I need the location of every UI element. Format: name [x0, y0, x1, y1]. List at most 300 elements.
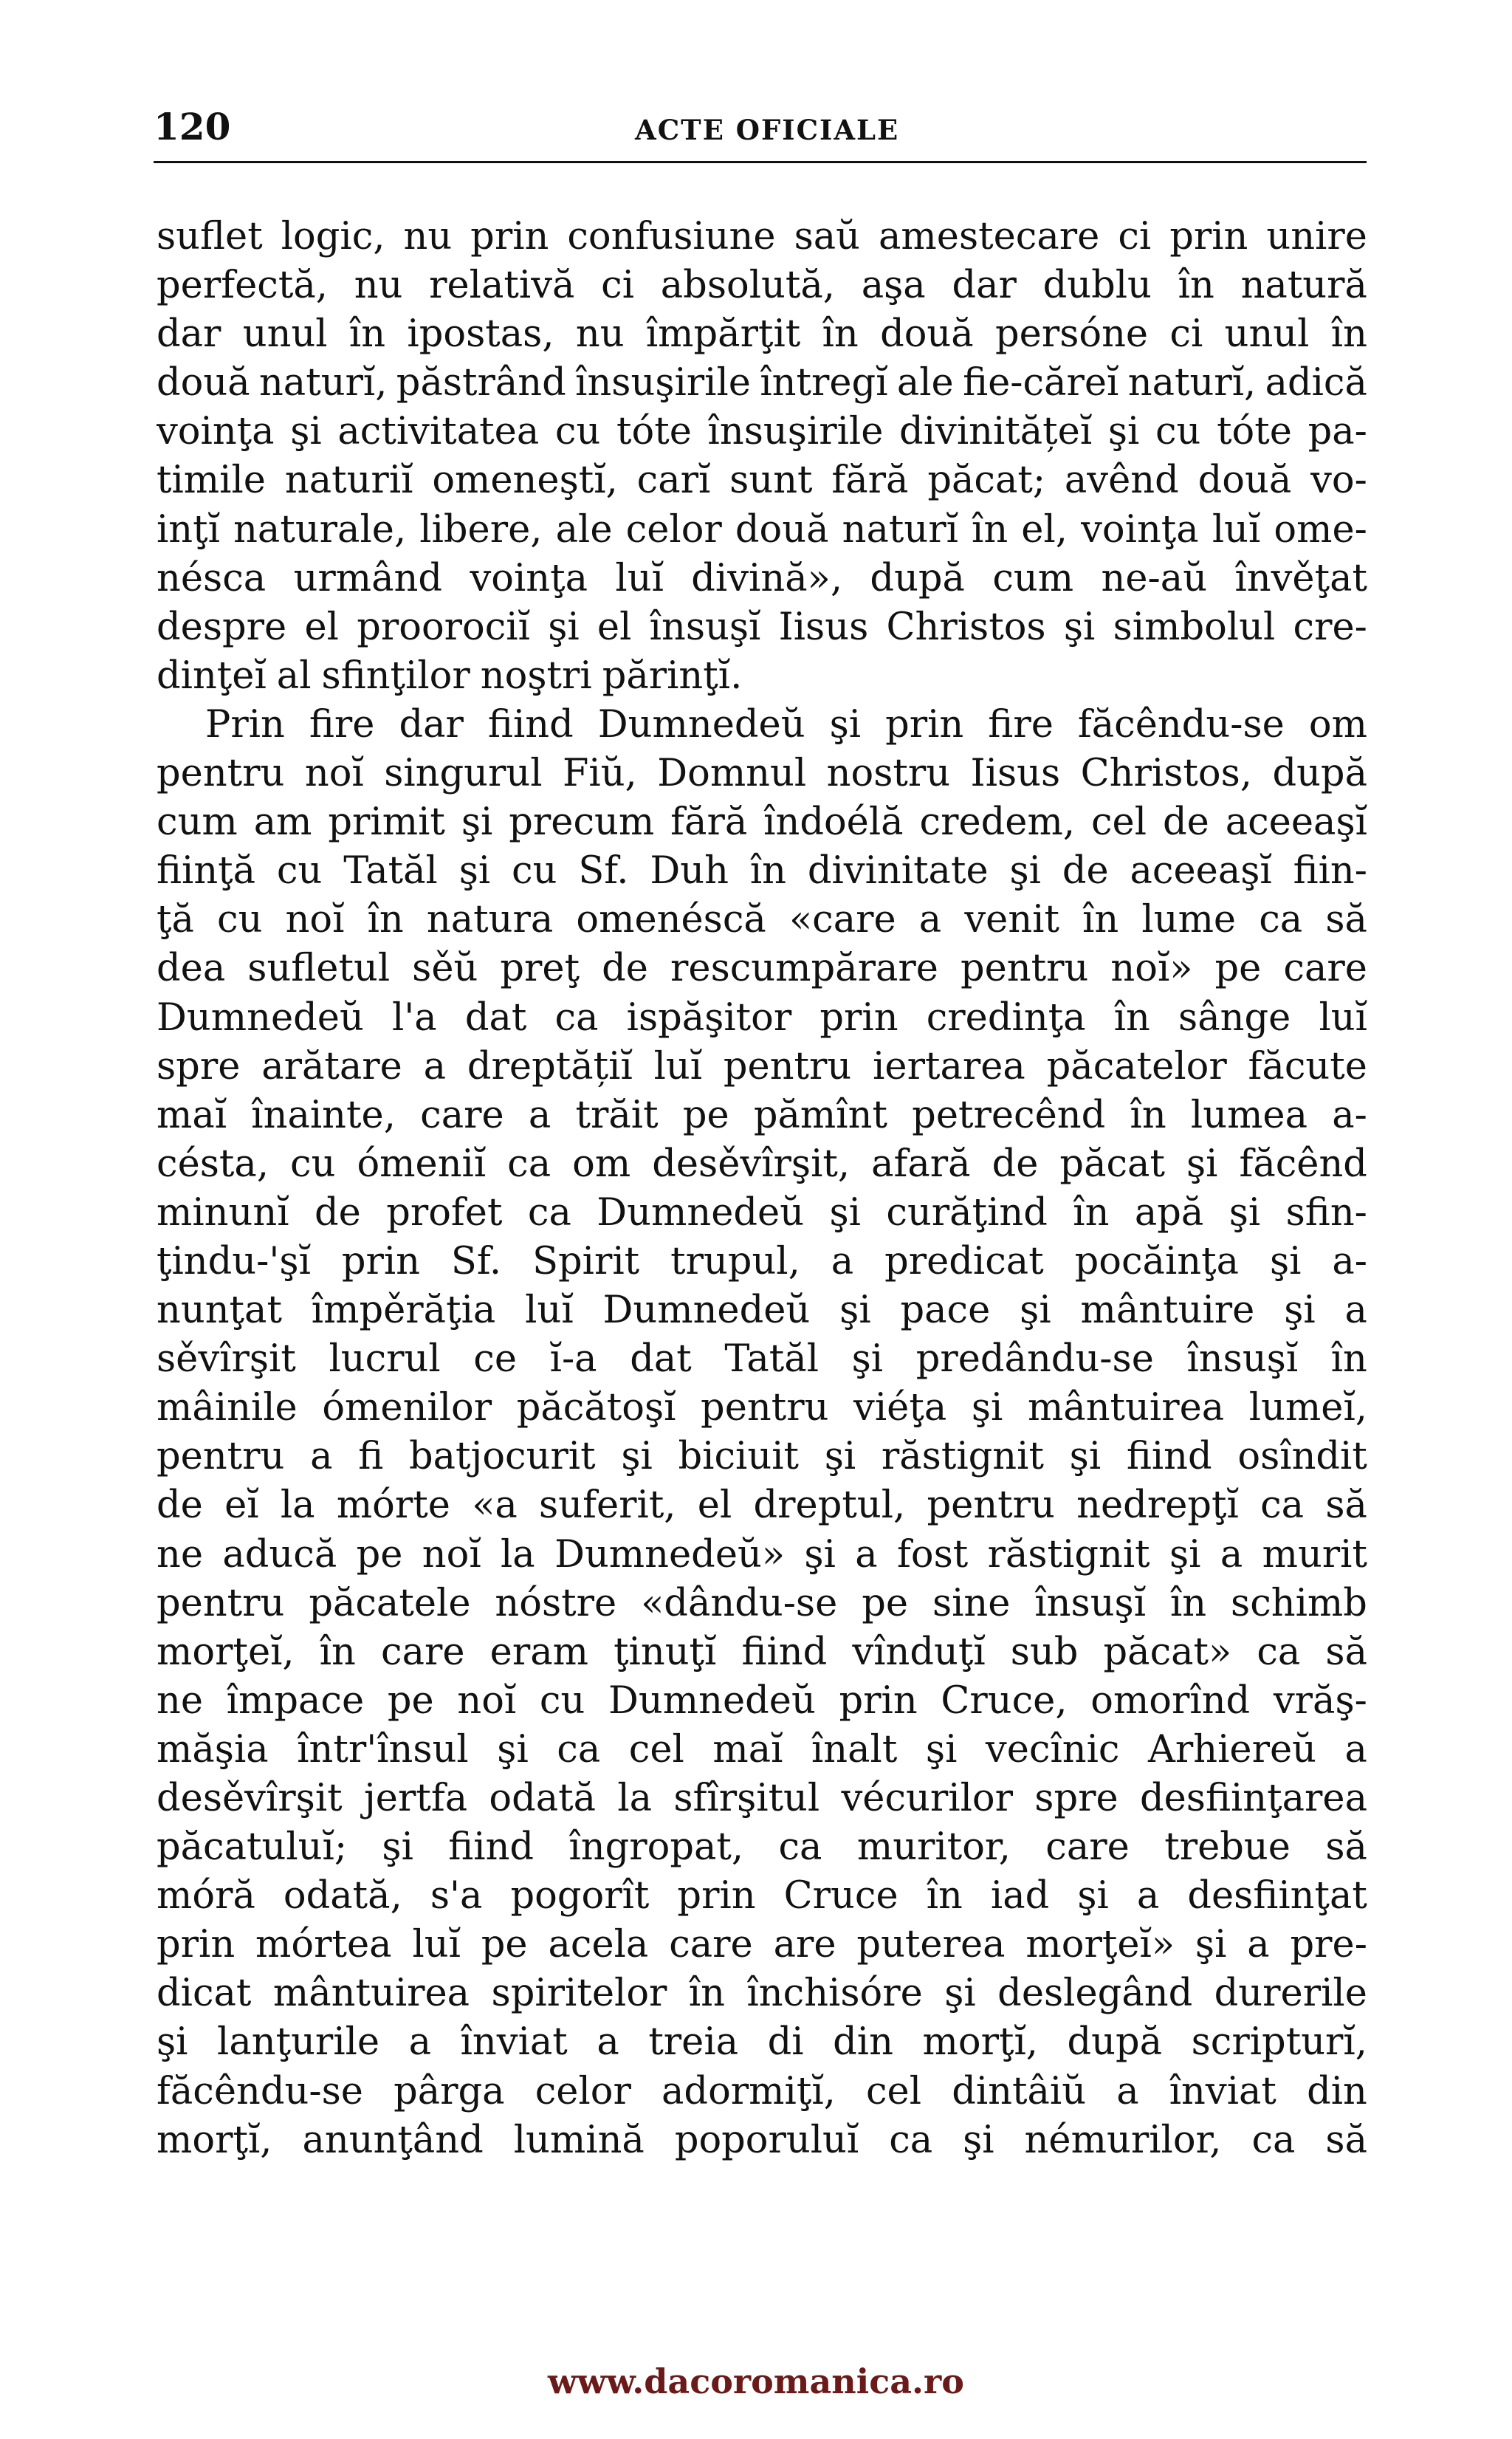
word: făcêndu-se	[157, 2069, 363, 2113]
word: Cruce,	[941, 1678, 1068, 1723]
word: omorînd	[1090, 1678, 1251, 1723]
word: deslegând	[997, 1972, 1193, 2016]
word: dicat	[157, 1972, 252, 2016]
text-line	[157, 1774, 1367, 1823]
text-line	[157, 896, 1367, 944]
word: de	[314, 1190, 361, 1235]
word: celor	[625, 507, 722, 552]
word: în	[1073, 1190, 1110, 1235]
word: sânge	[1178, 995, 1291, 1040]
word: şi	[971, 1386, 1003, 1430]
word: în	[1113, 995, 1150, 1040]
word: prin	[819, 995, 898, 1040]
word: apă	[1134, 1190, 1204, 1235]
word: Prin	[205, 702, 285, 747]
word: iertarea	[873, 1044, 1025, 1088]
text-line	[157, 1677, 1367, 1726]
word: schimb	[1231, 1581, 1367, 1625]
word: Tatăl	[724, 1337, 819, 1382]
word: unire	[1266, 215, 1367, 258]
text-line	[157, 261, 1367, 310]
word: fără	[670, 800, 748, 845]
word: prin	[470, 215, 549, 258]
word: poporuluĭ	[674, 2118, 859, 2162]
word: în	[348, 312, 386, 357]
word: pa-	[1307, 410, 1367, 454]
word: Dumnedeŭ	[597, 702, 805, 747]
word: spre	[1034, 1777, 1118, 1820]
word: şi	[1063, 605, 1096, 649]
word: Fiŭ,	[563, 752, 637, 796]
word: el,	[1021, 507, 1068, 552]
word: şi	[497, 1727, 529, 1771]
word: ca	[1251, 2118, 1296, 2162]
word: dar	[952, 264, 1017, 308]
word: acela	[548, 1923, 649, 1967]
word: păcătoşĭ	[516, 1386, 676, 1430]
word: voinţa	[157, 410, 275, 454]
word: natura	[426, 898, 554, 942]
word: şi	[458, 849, 491, 893]
text-line	[157, 847, 1367, 896]
word: ĭ-a	[549, 1337, 597, 1382]
word: noĭ	[457, 1678, 517, 1723]
word: ţindu-'şĭ	[157, 1239, 311, 1283]
word: păcat»	[1103, 1630, 1232, 1674]
word: ca	[1259, 898, 1303, 942]
word: două	[1197, 459, 1292, 503]
word: precum	[509, 800, 655, 845]
word: ca	[889, 2118, 933, 2162]
word: carĭ	[636, 459, 711, 503]
word: batjocurit	[408, 1435, 596, 1479]
word: însuşĭ	[1034, 1581, 1147, 1625]
word: cum	[157, 800, 238, 845]
word: sěvîrşit	[157, 1337, 296, 1382]
word: în	[972, 507, 1008, 552]
word: şi	[621, 1435, 653, 1479]
word: omenéscă	[576, 898, 766, 942]
text-line	[157, 1481, 1367, 1530]
word: ce	[473, 1337, 518, 1382]
word: păcat;	[927, 459, 1046, 503]
text-line	[157, 1531, 1367, 1579]
word: vecînic	[985, 1727, 1120, 1771]
word: pentru	[157, 1581, 285, 1625]
word: logic,	[281, 215, 385, 258]
text-line	[157, 701, 1367, 749]
word: s'a	[430, 1874, 483, 1918]
word: relativă	[429, 264, 575, 308]
word: luĭ	[525, 1289, 574, 1333]
word: «a	[472, 1483, 518, 1528]
word: el	[597, 605, 632, 649]
word: despre	[157, 605, 287, 649]
word: noĭ	[304, 752, 364, 796]
text-line	[157, 1579, 1367, 1628]
word: venit	[964, 898, 1059, 942]
word: predicat	[884, 1239, 1044, 1283]
word: ipostas,	[407, 312, 554, 357]
word: Cruce	[783, 1874, 898, 1918]
word: însuşĭ	[1186, 1337, 1299, 1382]
word: în	[1330, 312, 1367, 357]
word: pe	[1214, 947, 1262, 991]
word: om	[1308, 702, 1367, 747]
word: el	[697, 1483, 732, 1528]
text-line	[157, 1921, 1367, 1969]
word: învěţat	[1234, 556, 1367, 600]
word: afară	[871, 1142, 971, 1186]
word: după	[1067, 2020, 1163, 2065]
word: iad	[990, 1874, 1050, 1918]
word: şi	[1228, 1190, 1261, 1235]
word: a	[831, 1239, 854, 1283]
word: desěvîrşit,	[652, 1142, 850, 1186]
word: sěŭ	[412, 947, 478, 991]
word: de	[1162, 800, 1209, 845]
word: ci	[1169, 312, 1203, 357]
text-line	[157, 1140, 1367, 1189]
word: vécurilor	[841, 1777, 1013, 1820]
word: Christos,	[1080, 752, 1252, 796]
word: împărţit	[645, 312, 801, 357]
word: spre	[157, 1044, 241, 1088]
word: luĭ	[653, 1044, 703, 1088]
word: arătare	[261, 1044, 402, 1088]
text-line	[157, 1043, 1367, 1091]
word: întregĭ	[760, 361, 888, 405]
text-line	[157, 213, 1367, 261]
word: osîndit	[1237, 1435, 1367, 1479]
word: mórtea	[255, 1923, 392, 1967]
text-line	[157, 944, 1367, 993]
word: fie-căreĭ	[963, 361, 1119, 405]
word: de	[1062, 849, 1109, 893]
word: să	[1325, 1630, 1367, 1674]
word: şi	[1269, 1239, 1302, 1283]
word: înalt	[811, 1727, 898, 1771]
word: pre-	[1290, 1923, 1367, 1967]
word: ome-	[1274, 507, 1367, 552]
text-line	[157, 1238, 1367, 1286]
word: pămînt	[753, 1093, 887, 1137]
word: care	[1045, 1825, 1130, 1870]
text-line	[157, 456, 1367, 505]
word: credem,	[919, 800, 1076, 845]
word: făcute	[1248, 1044, 1367, 1088]
word: cu	[290, 1142, 336, 1186]
word: mântuirea	[1027, 1386, 1225, 1430]
word: ca	[778, 1825, 822, 1870]
word: inţĭ	[157, 507, 220, 552]
word: dar	[399, 702, 464, 747]
word: pogorît	[510, 1874, 650, 1918]
word: predându-se	[915, 1337, 1154, 1382]
word: a	[1116, 2069, 1139, 2113]
word: lume	[1141, 898, 1237, 942]
word: dea	[157, 947, 226, 991]
word: ispăşitor	[626, 995, 792, 1040]
word: a	[528, 1093, 551, 1137]
word: să	[1325, 1825, 1367, 1870]
word: luĭ	[1319, 995, 1367, 1040]
word: ca	[557, 1727, 601, 1771]
word: şi	[290, 410, 322, 454]
word: şi	[1186, 1142, 1218, 1186]
word: îndoélă	[763, 800, 904, 845]
text-line	[157, 2116, 1367, 2165]
word: făcênd	[1239, 1142, 1367, 1186]
word: cre-	[1293, 605, 1367, 649]
word: lumeĭ,	[1248, 1386, 1367, 1430]
word: di	[767, 2020, 804, 2065]
word: cel	[865, 2069, 922, 2113]
word: mâinile	[157, 1386, 298, 1430]
word: cu	[539, 1678, 585, 1723]
word: Dumnedeŭ	[157, 995, 364, 1040]
word: naturiĭ	[284, 459, 413, 503]
word: biciuit	[678, 1435, 799, 1479]
word: dublu	[1042, 264, 1152, 308]
word: Tatăl	[343, 849, 438, 893]
word: morţĭ,	[922, 2020, 1038, 2065]
word: noĭ»	[1110, 947, 1193, 991]
word: din	[1307, 2069, 1367, 2113]
word: ómeniĭ	[357, 1142, 487, 1186]
word: naturale,	[233, 507, 407, 552]
word: să	[1325, 1483, 1367, 1528]
word: voinţa	[470, 556, 588, 600]
word: cu	[554, 410, 601, 454]
word: în	[1178, 264, 1214, 308]
word: noştri	[480, 654, 592, 698]
word: minunĭ	[157, 1190, 289, 1235]
word: fi	[358, 1435, 384, 1479]
page-number: 120	[154, 105, 231, 148]
word: petrecênd	[912, 1093, 1106, 1137]
word: odată,	[283, 1874, 402, 1918]
word: mântuirea	[272, 1972, 470, 2016]
word: la	[280, 1483, 315, 1528]
word: morţĭ,	[157, 2118, 272, 2162]
word: cu	[1155, 410, 1201, 454]
word: fiind	[448, 1825, 535, 1870]
word: fiin-	[1293, 849, 1367, 893]
word: a	[310, 1435, 333, 1479]
word: jertfa	[363, 1777, 468, 1820]
word: răstignit	[987, 1532, 1150, 1577]
word: ca	[554, 995, 599, 1040]
word: desěvîrşit	[157, 1777, 343, 1820]
word: preţ	[500, 947, 580, 991]
text-line	[157, 1726, 1367, 1774]
word: Domnul	[657, 752, 807, 796]
word: eram	[489, 1630, 588, 1674]
word: cu	[512, 849, 557, 893]
word: el	[304, 605, 339, 649]
word: pe	[356, 1532, 403, 1577]
word: şi	[829, 1190, 861, 1235]
word: două	[157, 361, 250, 405]
word: naturĭ,	[258, 361, 388, 405]
word: de	[992, 1142, 1039, 1186]
word: înainte,	[251, 1093, 396, 1137]
word: aceeaşĭ	[1225, 800, 1367, 845]
word: prin	[157, 1923, 236, 1967]
word: vînduţĭ	[852, 1630, 986, 1674]
word: am	[253, 800, 312, 845]
word: în	[367, 898, 404, 942]
word: şi	[1169, 1532, 1201, 1577]
text-line	[157, 2018, 1367, 2067]
word: puterea	[856, 1923, 1006, 1967]
text-line	[157, 506, 1367, 555]
word: şi	[804, 1532, 836, 1577]
word: suferit,	[539, 1483, 676, 1528]
text-line	[157, 1433, 1367, 1481]
word: la	[617, 1777, 653, 1820]
word: înviat	[1169, 2069, 1276, 2113]
word: într'însul	[297, 1727, 469, 1771]
word: anunţând	[302, 2118, 484, 2162]
word: Dumnedeŭ	[608, 1678, 816, 1723]
word: nésca	[157, 556, 267, 600]
word: ţinuţĭ	[614, 1630, 717, 1674]
word: şi	[1077, 1874, 1109, 1918]
word: confusiune	[567, 215, 776, 258]
word: omeneştĭ,	[432, 459, 618, 503]
word: păcatuluĭ;	[157, 1825, 348, 1870]
word: maĭ	[157, 1093, 227, 1137]
word: saŭ	[794, 215, 860, 258]
word: şi	[1009, 849, 1041, 893]
word: pentru	[927, 1483, 1055, 1528]
word: sufletul	[247, 947, 391, 991]
text-line	[157, 310, 1367, 359]
word: dintâiŭ	[952, 2069, 1087, 2113]
word: păstrând	[396, 361, 566, 405]
word: nunţat	[157, 1289, 282, 1333]
word: al	[276, 654, 312, 698]
word: în	[749, 849, 786, 893]
word: sine	[932, 1581, 1011, 1625]
word: nóstre	[495, 1581, 617, 1625]
word: pentru	[723, 1044, 852, 1088]
word: pe	[387, 1678, 434, 1723]
word: Dumnedeŭ»	[554, 1532, 786, 1577]
word: care	[1283, 947, 1367, 991]
text-line	[157, 359, 1367, 408]
word: trebue	[1164, 1825, 1291, 1870]
word: din	[833, 2020, 893, 2065]
footer-watermark: www.dacoromanica.ro	[548, 2361, 964, 2401]
word: suflet	[157, 215, 263, 258]
word: şi	[382, 1825, 413, 1870]
word: în	[1082, 898, 1119, 942]
word: fără	[831, 459, 909, 503]
word: pace	[900, 1289, 991, 1333]
word: luĭ	[412, 1923, 461, 1967]
word: şi	[1284, 1289, 1316, 1333]
word: divinitățeĭ	[899, 410, 1093, 454]
word: unul	[1224, 312, 1310, 357]
word: a	[408, 2020, 432, 2065]
word: închisóre	[746, 1972, 923, 2016]
text-line	[157, 1286, 1367, 1335]
word: însuşirile	[575, 361, 751, 405]
word: activitatea	[337, 410, 540, 454]
text-line	[157, 798, 1367, 847]
word: fiinţă	[157, 849, 256, 893]
text-line	[157, 1091, 1367, 1140]
word: ca	[507, 1142, 551, 1186]
word: avênd	[1064, 459, 1179, 503]
word: care	[669, 1923, 753, 1967]
word: prin	[341, 1239, 420, 1283]
word: a	[1344, 1289, 1367, 1333]
word: nostru	[826, 752, 951, 796]
word: mórte	[336, 1483, 450, 1528]
text-line	[157, 1189, 1367, 1238]
text-line	[157, 555, 1367, 603]
word: fost	[897, 1532, 969, 1577]
word: «dându-se	[641, 1581, 838, 1625]
word: fire	[309, 702, 375, 747]
word: pocăinţa	[1074, 1239, 1240, 1283]
word: tóte	[616, 410, 692, 454]
word: pe	[682, 1093, 729, 1137]
word: a-	[1332, 1239, 1367, 1283]
text-line	[157, 1969, 1367, 2018]
word: prin	[839, 1678, 918, 1723]
word: dat	[464, 995, 527, 1040]
word: nu	[403, 215, 453, 258]
word: şi	[1069, 1435, 1102, 1479]
word: vrăş-	[1273, 1678, 1367, 1723]
word: făcêndu-se	[1077, 702, 1285, 747]
word: de	[602, 947, 648, 991]
word: tóte	[1217, 410, 1292, 454]
word: şi	[461, 800, 493, 845]
word: ne	[157, 1678, 204, 1723]
word: maĭ	[712, 1727, 783, 1771]
word: lanţurile	[217, 2020, 380, 2065]
word: şi	[963, 2118, 994, 2162]
word: cu	[276, 849, 323, 893]
word: să	[1325, 2118, 1367, 2162]
word: după	[870, 556, 965, 600]
word: care	[420, 1093, 504, 1137]
word: pentru	[157, 1435, 285, 1479]
word: în	[319, 1630, 356, 1674]
word: prin	[1169, 215, 1248, 258]
word: odată	[489, 1777, 597, 1820]
text-line	[157, 1823, 1367, 1872]
word: divină»,	[691, 556, 843, 600]
word: în	[688, 1972, 726, 2016]
word: Duh	[650, 849, 729, 893]
word: a	[1344, 1727, 1367, 1771]
word: în	[822, 312, 859, 357]
word: a	[423, 1044, 447, 1088]
word: sub	[1010, 1630, 1079, 1674]
word: treia	[648, 2020, 739, 2065]
word: pe	[481, 1923, 528, 1967]
word: fiind	[487, 702, 574, 747]
word: curăţind	[886, 1190, 1048, 1235]
word: móră	[157, 1874, 255, 1918]
